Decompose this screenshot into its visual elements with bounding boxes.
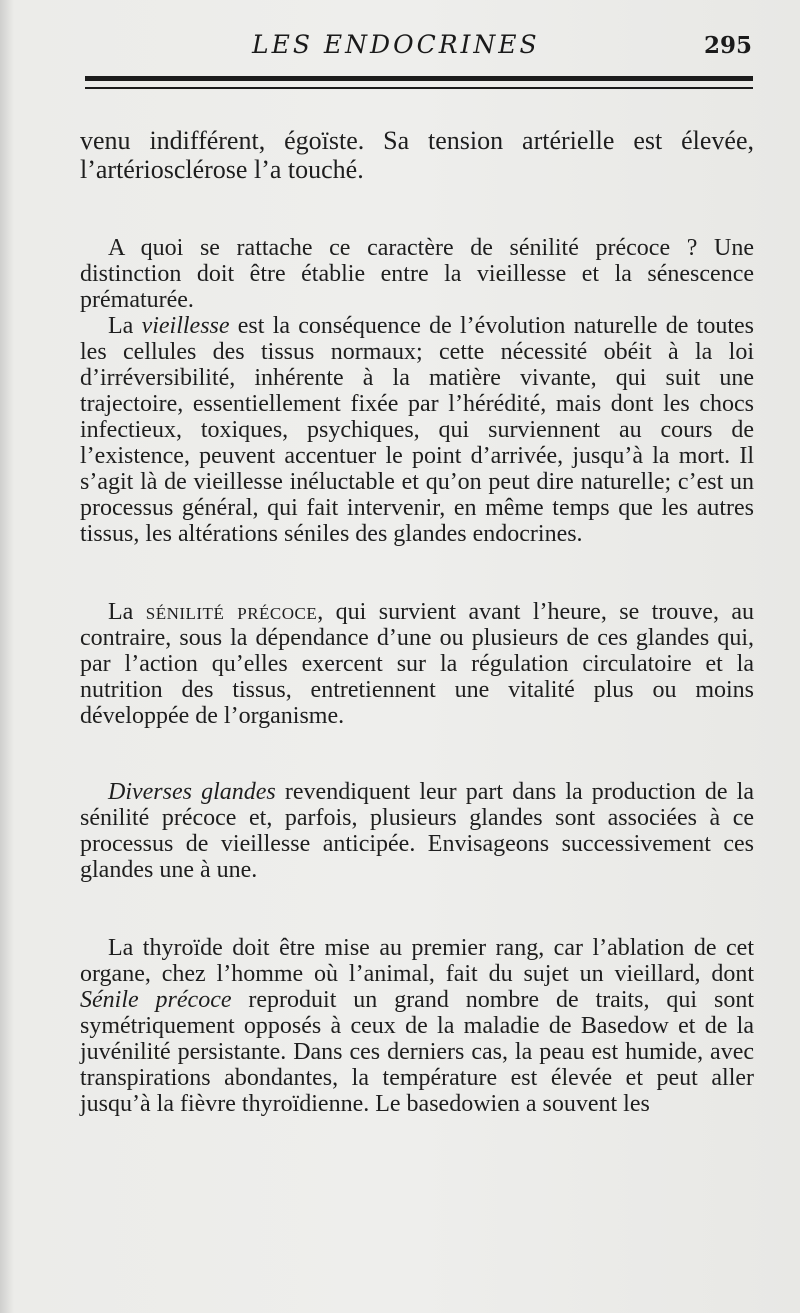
paragraph-3-emphasis: vieillesse bbox=[141, 313, 230, 339]
running-title: LES ENDOCRINES bbox=[252, 30, 540, 59]
paragraph-4-pre: La bbox=[108, 599, 146, 625]
paragraph-6-emphasis: Sénile précoce bbox=[80, 987, 232, 1013]
paragraph-4 bbox=[80, 599, 754, 729]
paragraph-5-post: revendiquent leur part dans la production de la sénilité précoce et, parfois, plusieurs glandes sont associées à ce processus de vieillesse anticipée. Envisageons successivement ces glandes une à une. bbox=[80, 779, 754, 883]
header-rule-thin bbox=[85, 87, 753, 89]
paragraph-5 bbox=[80, 779, 754, 883]
paragraph-6 bbox=[80, 935, 754, 1117]
body-text bbox=[80, 126, 754, 1117]
page-number: 295 bbox=[703, 32, 752, 59]
header-rule-thick bbox=[85, 76, 753, 81]
paragraph-3-post: est la conséquence de l’évolution naturelle de toutes les cellules des tissus normaux; cette nécessité obéit à la loi d’irréversibilité, inhérente à la matière vivante, qui suit une trajectoire, essentiellement fixée par l’hérédité, mais dont les chocs infectieux, toxiques, psychiques, qui surviennent au cours de l’existence, peuvent accentuer le point d’arrivée, jusqu’à la mort. Il s’agit là de vieillesse inéluctable et qu’on peut dire naturelle; c’est un processus général, qui fait intervenir, en même temps que les autres tissus, les altérations séniles des glandes endocrines. bbox=[80, 313, 755, 547]
paragraph-1: venu indifférent, égoïste. Sa tension artérielle est élevée, l’artériosclérose l’a touché. bbox=[80, 126, 754, 184]
paragraph-3 bbox=[80, 313, 754, 547]
page-header bbox=[0, 28, 800, 68]
paragraph-3-pre: La bbox=[108, 313, 142, 339]
paragraph-4-post: , qui survient avant l’heure, se trouve, au contraire, sous la dépendance d’une ou plusieurs de ces glandes qui, par l’action qu’elles exercent sur la régulation circulatoire et la nutrition des tissus, entretiennent une vitalité plus ou moins développée de l’organisme. bbox=[80, 599, 755, 729]
paragraph-4-small-caps: sénilité précoce bbox=[145, 599, 318, 625]
paragraph-6-pre: La thyroïde doit être mise au premier rang, car l’ablation de cet organe, chez l’homme où l’animal, fait du sujet un vieillard, dont bbox=[80, 935, 754, 987]
paragraph-6-post: reproduit un grand nombre de traits, qui sont symétriquement opposés à ceux de la maladie de Basedow et de la juvénilité persistante. Dans ces derniers cas, la peau est humide, avec transpirations abondantes, la température est élevée et peut aller jusqu’à la fièvre thyroïdienne. Le basedowien a souvent les bbox=[80, 987, 754, 1117]
paragraph-5-emphasis: Diverses glandes bbox=[108, 779, 276, 805]
paragraph-2: A quoi se rattache ce caractère de sénilité précoce ? Une distinction doit être établie entre la vieillesse et la sénescence prématurée. bbox=[80, 235, 754, 313]
